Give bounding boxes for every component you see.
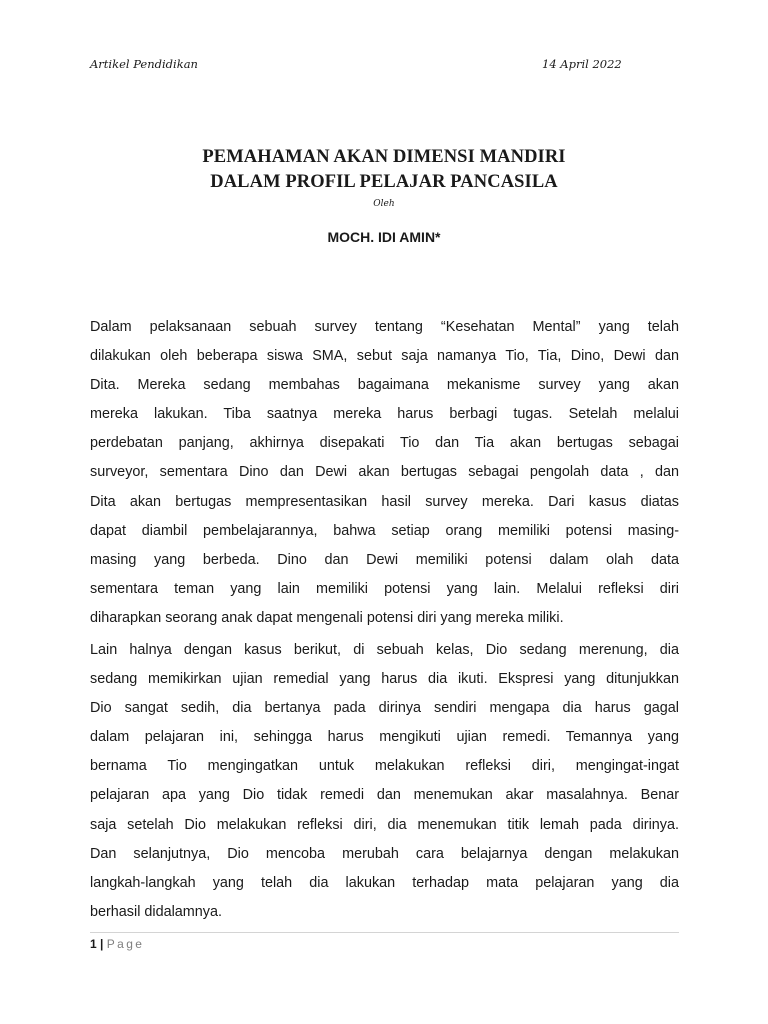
paragraph-line: perdebatan panjang, akhirnya disepakati Tio dan Tia akan bertugas sebagai <box>90 435 679 452</box>
paragraph-line: dapat diambil pembelajarannya, bahwa setiap orang memiliki potensi masing- <box>90 522 679 539</box>
header-date: 14 April 2022 <box>542 57 622 71</box>
page-footer <box>90 937 144 951</box>
paragraph-2 <box>90 636 679 927</box>
page-number: 1 <box>90 937 97 951</box>
footer-divider <box>90 932 679 933</box>
paragraph-line: Dalam pelaksanaan sebuah survey tentang “Kesehatan Mental” yang telah <box>90 319 679 335</box>
paragraph-line: mereka lakukan. Tiba saatnya mereka harus berbagi tugas. Setelah melalui <box>90 406 679 423</box>
paragraph-line: dalam pelajaran ini, sehingga harus mengikuti ujian remedi. Temannya yang <box>90 729 679 746</box>
header-left-text: Artikel Pendidikan <box>90 57 198 71</box>
byline-oleh: Oleh <box>373 199 395 209</box>
paragraph-line: berhasil didalamnya. <box>90 903 222 920</box>
paragraph-line: sedang memikirkan ujian remedial yang harus dia ikuti. Ekspresi yang ditunjukkan <box>90 671 679 688</box>
paragraph-line: surveyor, sementara Dino dan Dewi akan bertugas sebagai pengolah data , dan <box>90 464 679 481</box>
paragraph-line: dilakukan oleh beberapa siswa SMA, sebut saja namanya Tio, Tia, Dino, Dewi dan <box>90 348 679 365</box>
paragraph-line: Dita akan bertugas mempresentasikan hasil survey mereka. Dari kasus diatas <box>90 493 679 510</box>
title-line-1: PEMAHAMAN AKAN DIMENSI MANDIRI <box>202 147 566 167</box>
paragraph-line: sementara teman yang lain memiliki potensi yang lain. Melalui refleksi diri <box>90 580 679 597</box>
title-line-2: DALAM PROFIL PELAJAR PANCASILA <box>210 172 558 192</box>
paragraph-line: langkah-langkah yang telah dia lakukan terhadap mata pelajaran yang dia <box>90 874 679 891</box>
paragraph-line: Dita. Mereka sedang membahas bagaimana mekanisme survey yang akan <box>90 377 679 394</box>
paragraph-line: masing yang berbeda. Dino dan Dewi memiliki potensi dalam olah data <box>90 551 679 568</box>
paragraph-line: pelajaran apa yang Dio tidak remedi dan menemukan akar masalahnya. Benar <box>90 787 679 804</box>
page-label: Page <box>106 937 145 951</box>
author-name: MOCH. IDI AMIN* <box>327 229 441 245</box>
paragraph-line: Dio sangat sedih, dia bertanya pada dirinya sendiri mengapa dia harus gagal <box>90 700 679 717</box>
paragraph-line: Lain halnya dengan kasus berikut, di sebuah kelas, Dio sedang merenung, dia <box>90 642 679 658</box>
paragraph-line: saja setelah Dio melakukan refleksi diri, dia menemukan titik lemah pada dirinya. <box>90 816 679 833</box>
paragraph-line: diharapkan seorang anak dapat mengenali potensi diri yang mereka miliki. <box>90 609 564 626</box>
footer-separator: | <box>100 937 104 951</box>
paragraph-line: Dan selanjutnya, Dio mencoba merubah cara belajarnya dengan melakukan <box>90 845 679 862</box>
paragraph-1 <box>90 313 679 633</box>
paragraph-line: bernama Tio mengingatkan untuk melakukan refleksi diri, mengingat-ingat <box>90 758 679 775</box>
